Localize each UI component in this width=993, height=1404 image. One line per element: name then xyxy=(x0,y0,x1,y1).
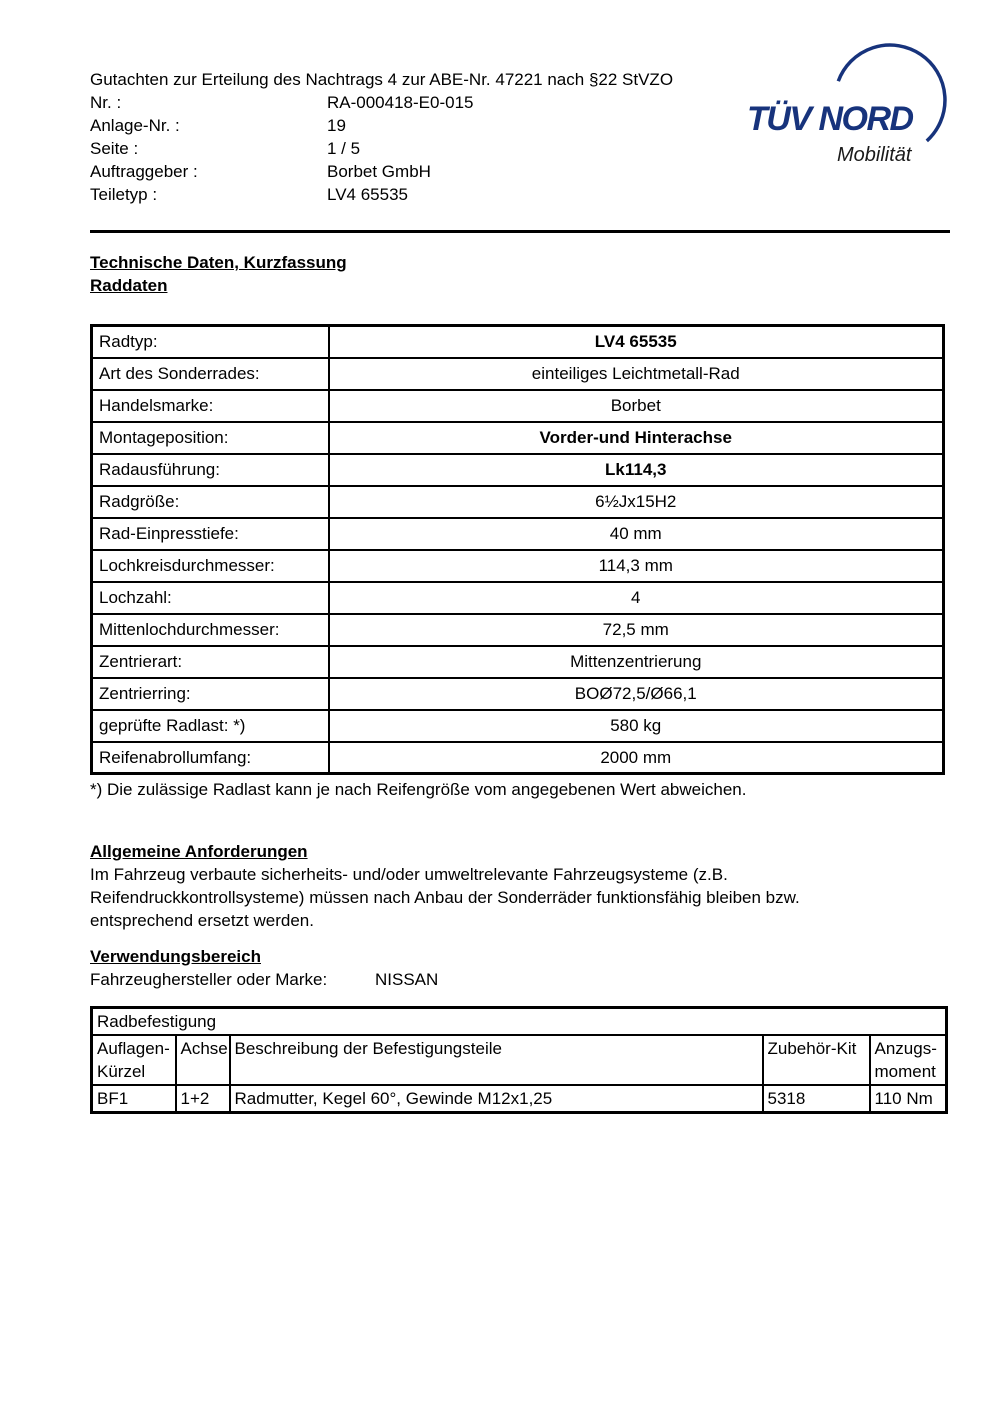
table-row xyxy=(92,1085,947,1113)
logo-brand-text: TÜV NORD xyxy=(747,100,913,138)
raddaten-value: Lk114,3 xyxy=(329,454,944,486)
radbefestigung-title: Radbefestigung xyxy=(92,1008,947,1036)
table-row xyxy=(92,614,944,646)
header-field-auftraggeber xyxy=(90,160,950,183)
paragraph-line: Im Fahrzeug verbaute sicherheits- und/oder umweltrelevante Fahrzeugsysteme (z.B. xyxy=(90,865,728,884)
column-header: Beschreibung der Befestigungsteile xyxy=(230,1035,763,1085)
raddaten-value: Mittenzentrierung xyxy=(329,646,944,678)
raddaten-label: Handelsmarke: xyxy=(92,390,329,422)
section-title-allgemeine-anforderungen: Allgemeine Anforderungen xyxy=(90,842,308,861)
raddaten-value: 2000 mm xyxy=(329,742,944,774)
raddaten-label: Rad-Einpresstiefe: xyxy=(92,518,329,550)
cell-anzugsmoment: 110 Nm xyxy=(870,1085,947,1113)
table-row xyxy=(92,550,944,582)
radbefestigung-table xyxy=(90,1006,948,1114)
raddaten-label: Art des Sonderrades: xyxy=(92,358,329,390)
raddaten-label: geprüfte Radlast: *) xyxy=(92,710,329,742)
section-title-raddaten: Raddaten xyxy=(90,276,168,295)
table-row xyxy=(92,678,944,710)
raddaten-value: 4 xyxy=(329,582,944,614)
header-field-teiletyp xyxy=(90,183,950,206)
section-verwendungsbereich xyxy=(90,945,950,991)
table-row xyxy=(92,742,944,774)
field-label: Anlage-Nr. : xyxy=(90,116,180,135)
cell-auflagen-kuerzel: BF1 xyxy=(92,1085,176,1113)
raddaten-label: Montageposition: xyxy=(92,422,329,454)
raddaten-label: Lochzahl: xyxy=(92,582,329,614)
logo-subtitle: Mobilität xyxy=(837,144,912,166)
paragraph-line: entsprechend ersetzt werden. xyxy=(90,911,314,930)
raddaten-label: Lochkreisdurchmesser: xyxy=(92,550,329,582)
field-label: Auftraggeber : xyxy=(90,162,198,181)
table-row xyxy=(92,518,944,550)
table-row xyxy=(92,582,944,614)
table-row xyxy=(92,326,944,358)
table-row xyxy=(92,1008,947,1036)
raddaten-value: 6½Jx15H2 xyxy=(329,486,944,518)
field-value: LV4 65535 xyxy=(327,185,408,204)
header-divider xyxy=(90,230,950,233)
field-label: Seite : xyxy=(90,139,139,158)
raddaten-value: 580 kg xyxy=(329,710,944,742)
column-header: Anzugs-moment xyxy=(870,1035,947,1085)
field-label: Nr. : xyxy=(90,93,122,112)
table-row xyxy=(92,646,944,678)
raddaten-label: Radausführung: xyxy=(92,454,329,486)
raddaten-value: BOØ72,5/Ø66,1 xyxy=(329,678,944,710)
radlast-footnote: *) Die zulässige Radlast kann je nach Reifengröße vom angegebenen Wert abweichen. xyxy=(90,780,747,799)
manufacturer-row xyxy=(90,968,950,991)
raddaten-value: 72,5 mm xyxy=(329,614,944,646)
table-header-row xyxy=(92,1035,947,1085)
field-value: 1 / 5 xyxy=(327,139,361,158)
cell-zubehoer-kit: 5318 xyxy=(763,1085,870,1113)
manufacturer-label: Fahrzeughersteller oder Marke: xyxy=(90,970,328,989)
field-value: Borbet GmbH xyxy=(327,162,431,181)
column-header: Achse xyxy=(176,1035,230,1085)
header-field-seite xyxy=(90,137,950,160)
section-title-verwendungsbereich: Verwendungsbereich xyxy=(90,947,261,966)
manufacturer-value: NISSAN xyxy=(375,970,439,989)
column-header: Auflagen-Kürzel xyxy=(92,1035,176,1085)
header-field-anlage xyxy=(90,114,950,137)
field-value: 19 xyxy=(327,116,346,135)
raddaten-value: einteiliges Leichtmetall-Rad xyxy=(329,358,944,390)
table-row xyxy=(92,390,944,422)
raddaten-value: 40 mm xyxy=(329,518,944,550)
paragraph-line: Reifendruckkontrollsysteme) müssen nach Anbau der Sonderräder funktionsfähig bleiben bzw. xyxy=(90,888,800,907)
field-value: RA-000418-E0-015 xyxy=(327,93,474,112)
cell-achse: 1+2 xyxy=(176,1085,230,1113)
column-header: Zubehör-Kit xyxy=(763,1035,870,1085)
raddaten-label: Radgröße: xyxy=(92,486,329,518)
raddaten-label: Reifenabrollumfang: xyxy=(92,742,329,774)
raddaten-label: Radtyp: xyxy=(92,326,329,358)
field-label: Teiletyp : xyxy=(90,185,158,204)
table-row xyxy=(92,710,944,742)
raddaten-label: Mittenlochdurchmesser: xyxy=(92,614,329,646)
table-row xyxy=(92,358,944,390)
raddaten-label: Zentrierart: xyxy=(92,646,329,678)
raddaten-value: Vorder-und Hinterachse xyxy=(329,422,944,454)
raddaten-table xyxy=(90,324,945,775)
raddaten-label: Zentrierring: xyxy=(92,678,329,710)
section-allgemeine-anforderungen xyxy=(90,840,950,932)
table-row xyxy=(92,486,944,518)
raddaten-value: Borbet xyxy=(329,390,944,422)
table-row xyxy=(92,454,944,486)
table-row xyxy=(92,422,944,454)
document-title: Gutachten zur Erteilung des Nachtrags 4 zur ABE-Nr. 47221 nach §22 StVZO xyxy=(90,70,674,89)
section-title-technische-daten: Technische Daten, Kurzfassung xyxy=(90,253,347,272)
cell-beschreibung: Radmutter, Kegel 60°, Gewinde M12x1,25 xyxy=(230,1085,763,1113)
raddaten-value: 114,3 mm xyxy=(329,550,944,582)
raddaten-value: LV4 65535 xyxy=(329,326,944,358)
header-field-nr xyxy=(90,91,950,114)
